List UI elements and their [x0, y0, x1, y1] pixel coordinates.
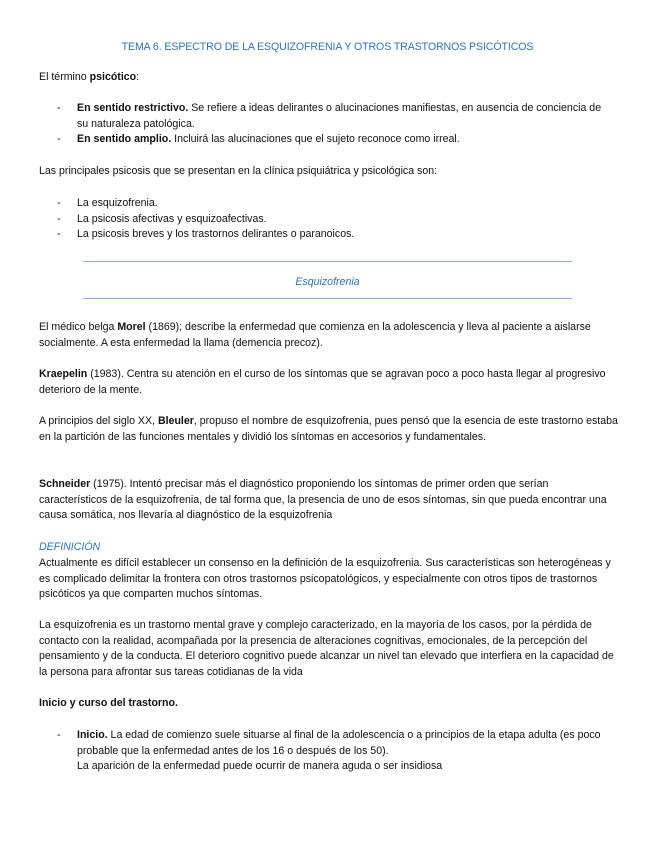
- course-extra: La aparición de la enfermedad puede ocurrir de manera aguda o ser insidiosa: [77, 760, 443, 772]
- intro-term: psicótico: [89, 71, 137, 83]
- author-name: Morel: [117, 321, 146, 333]
- course-heading: [39, 696, 619, 712]
- history-text: A principios del siglo XX,: [39, 415, 158, 427]
- definition-paragraph-2: La esquizofrenia es un trastorno mental grave y complejo caracterizado, en la mayoría de los casos, por la pérdida de contacto con la realidad, acompañada por la presencia de alteraciones cognitivas, emocionales, de la percepción del pensamiento y de la conducta. El deterioro cognitivo puede alcanzar un nivel tan elevado que interfiera en la capacidad de la persona para afrontar sus tareas cotidianas de la vida: [39, 619, 614, 678]
- course-text: La edad de comienzo suele situarse al final de la adolescencia o a principios de la etapa adulta (es poco probable que la enfermedad antes de los 16 o después de los 50).: [77, 729, 601, 757]
- author-name: Bleuler: [157, 415, 194, 427]
- intro-prefix: El término: [39, 71, 90, 83]
- course-list: [39, 728, 619, 775]
- author-name: Schneider: [39, 478, 91, 490]
- author-name: Kraepelin: [39, 368, 88, 380]
- section-divider-bottom: [83, 298, 572, 299]
- meaning-term: En sentido restrictivo.: [77, 102, 189, 114]
- course-term: Inicio.: [77, 729, 108, 741]
- history-paragraph-schneider: [39, 477, 619, 524]
- list-item: [39, 728, 619, 775]
- meanings-list: [39, 101, 615, 148]
- intro-paragraph: [39, 70, 619, 86]
- history-paragraph-bleuler: [39, 414, 619, 445]
- list-item: [39, 132, 615, 148]
- list-item: [39, 101, 615, 132]
- definition-paragraph-1: Actualmente es difícil establecer un consenso en la definición de la esquizofrenia. Sus características son heterogéneas y es complicado delimitar la frontera con otros trastornos psicopatológicos, y especialmente con otros tipos de trastornos psicóticos ya que comparten muchos síntomas.: [39, 557, 611, 600]
- psychoses-intro: Las principales psicosis que se presentan en la clínica psiquiátrica y psicológica son:: [39, 165, 438, 177]
- page-title: TEMA 6. ESPECTRO DE LA ESQUIZOFRENIA Y OTROS TRASTORNOS PSICÓTICOS: [121, 41, 534, 53]
- meaning-text: Incluirá las alucinaciones que el sujeto reconoce como irreal.: [171, 133, 460, 145]
- meaning-text: Se refiere a ideas delirantes o alucinaciones manifiestas, en ausencia de conciencia de su naturaleza patológica.: [77, 102, 602, 130]
- history-text: (1983). Centra su atención en el curso de los síntomas que se agravan poco a poco hasta llegar al progresivo deterioro de la mente.: [39, 368, 606, 396]
- history-paragraph-morel: [39, 320, 619, 351]
- course-heading-text: Inicio y curso del trastorno.: [39, 697, 178, 709]
- psychoses-list: [39, 196, 619, 243]
- list-item: - La esquizofrenia.: [39, 196, 619, 212]
- meaning-term: En sentido amplio.: [77, 133, 172, 145]
- section-divider-top: [83, 261, 572, 262]
- history-text: (1975). Intentó precisar más el diagnóstico proponiendo los síntomas de primer orden que serían característicos de la esquizofrenia, de tal forma que, la presencia de uno de esos síntomas, sin que pueda encontrar una causa somática, nos llevaría al diagnóstico de la esquizofrenia: [39, 478, 607, 521]
- definition-heading: [39, 540, 619, 556]
- intro-suffix: :: [136, 71, 140, 83]
- list-item: - La psicosis breves y los trastornos delirantes o paranoicos.: [39, 227, 619, 243]
- definition-heading-text: DEFINICIÓN: [39, 541, 101, 553]
- section-title: Esquizofrenia: [295, 276, 360, 288]
- history-text: (1869); describe la enfermedad que comienza en la adolescencia y lleva al paciente a aislarse socialmente. A esta enfermedad la llama (demencia precoz).: [39, 321, 591, 349]
- history-paragraph-kraepelin: [39, 367, 619, 398]
- history-text: , propuso el nombre de esquizofrenia, pues pensó que la esencia de este trastorno estaba en la partición de las funciones mentales y dividió los síntomas en accesorios y fundamentales.: [39, 415, 618, 443]
- history-text: El médico belga: [39, 321, 118, 333]
- list-item: - La psicosis afectivas y esquizoafectivas.: [39, 212, 619, 228]
